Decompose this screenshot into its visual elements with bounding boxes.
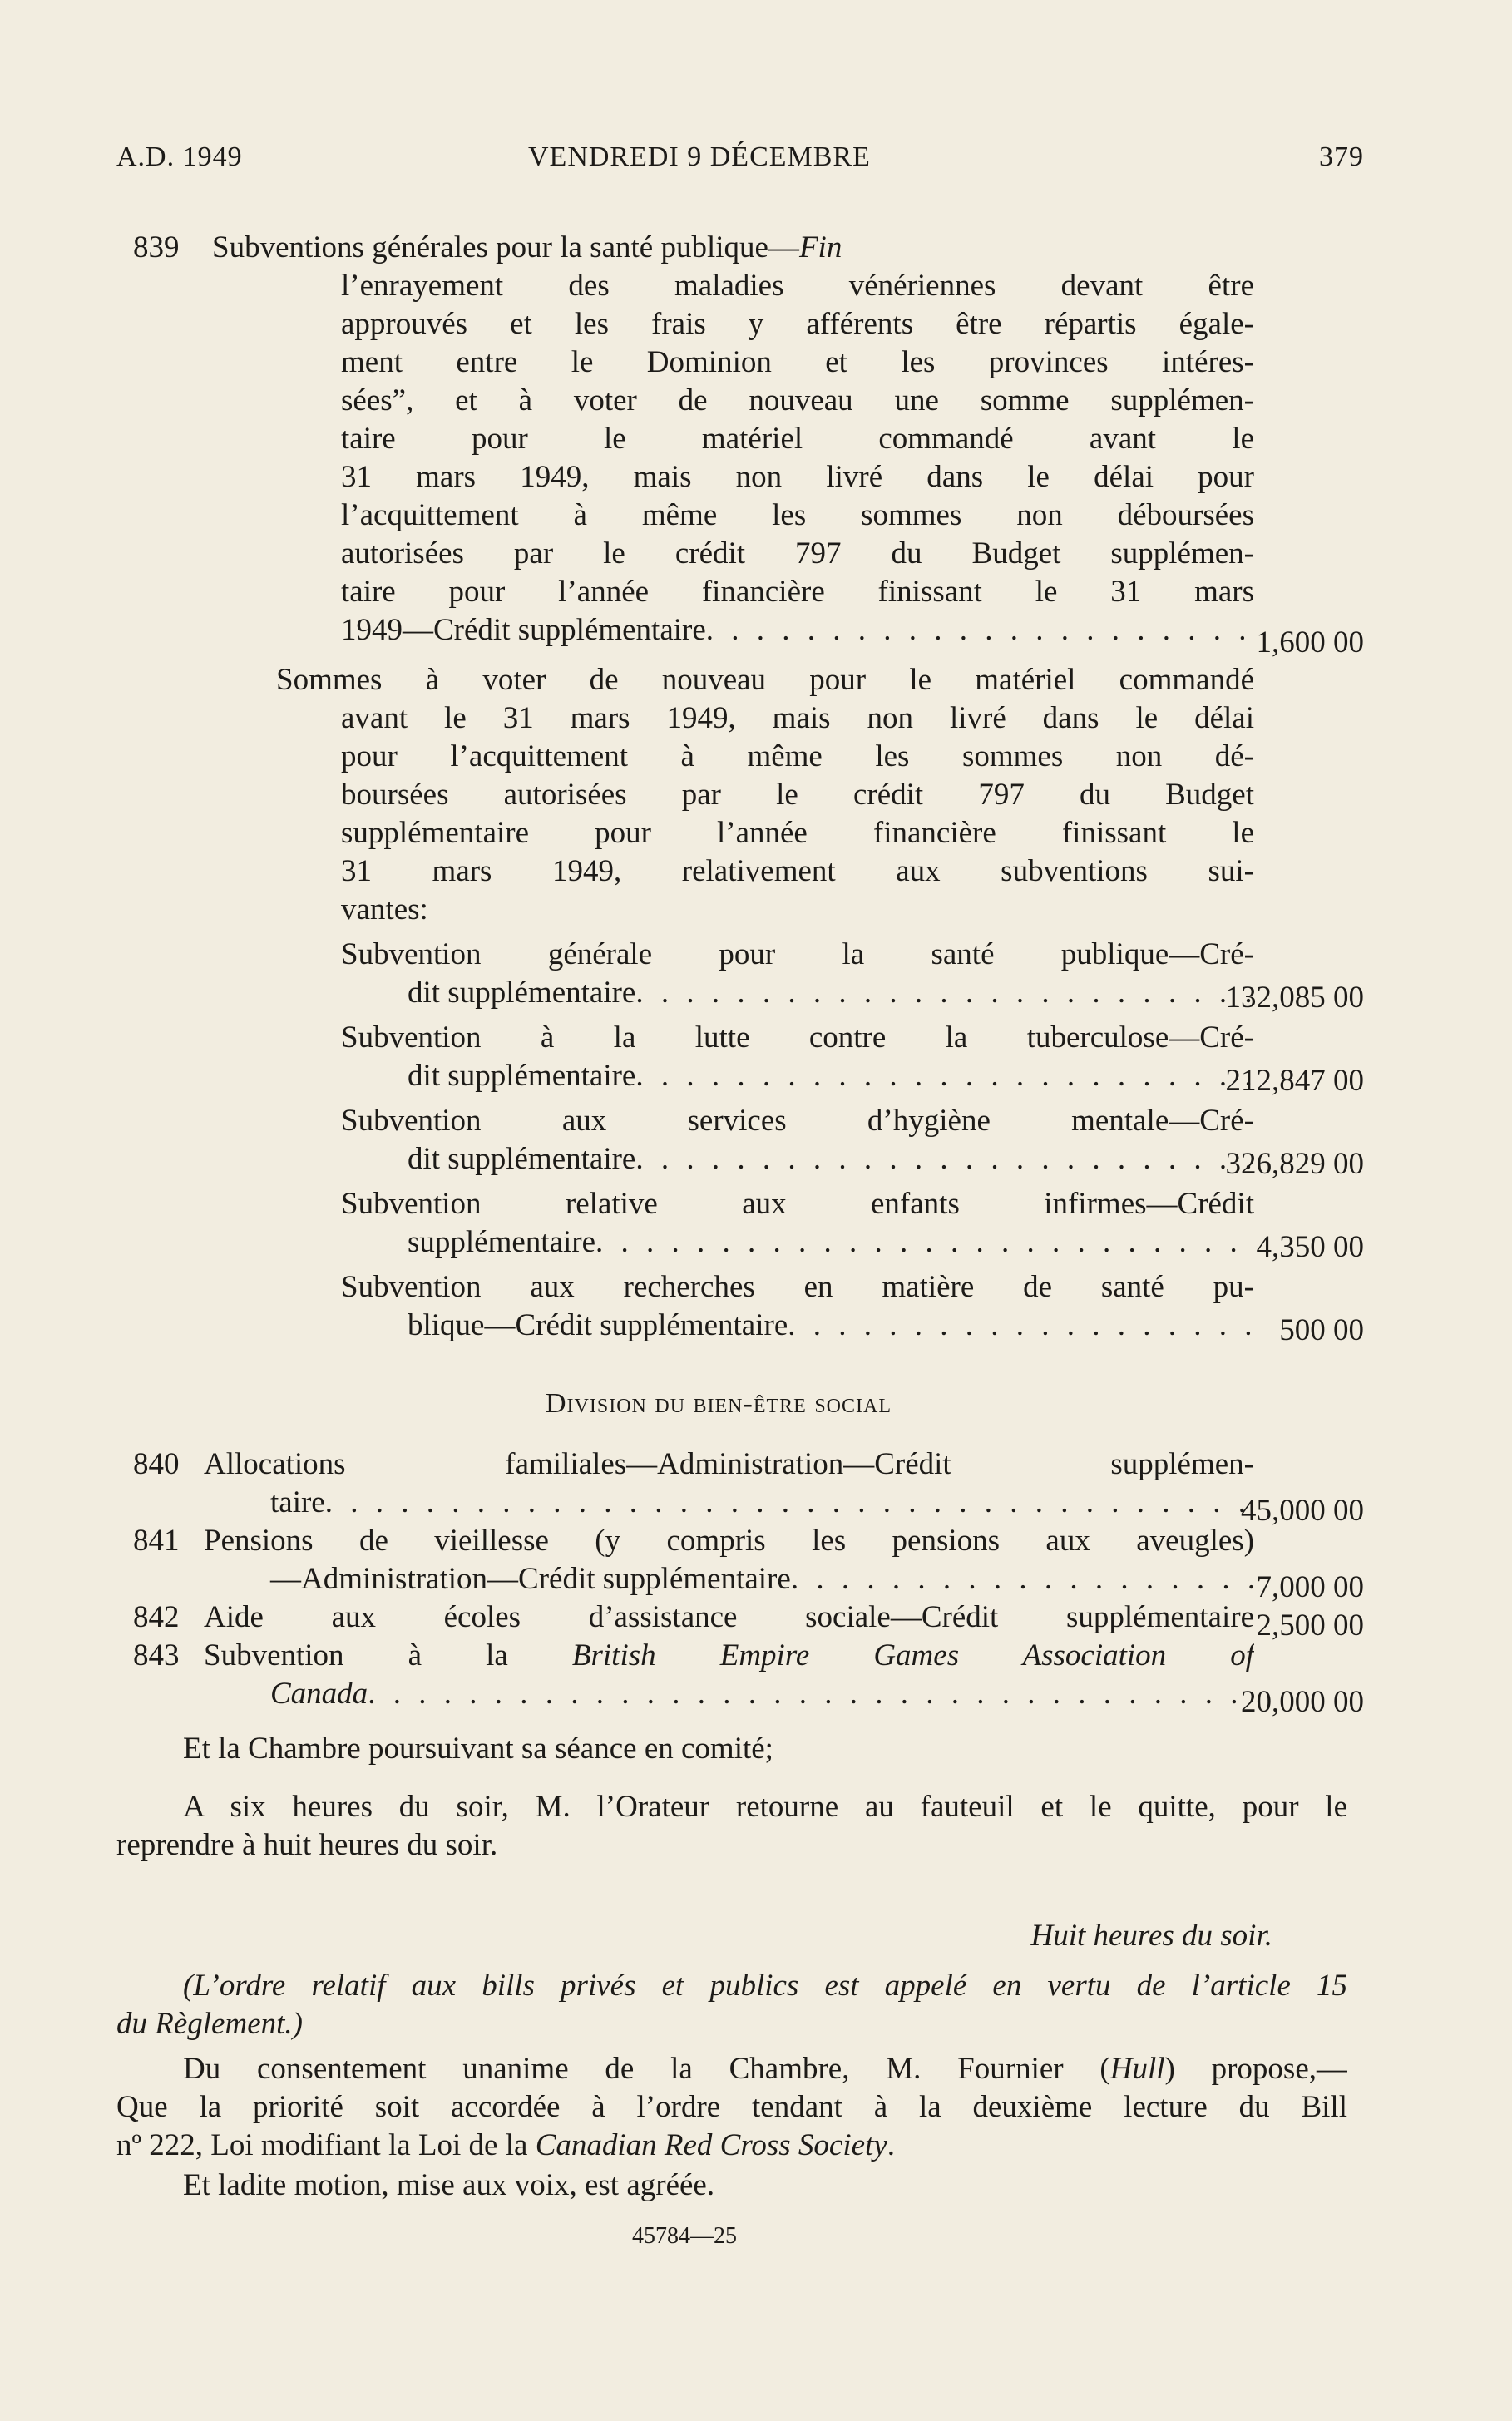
para-text: Et la Chambre poursuivant sa séance en comité; (183, 1732, 773, 1766)
sommes-first-line (276, 661, 1254, 699)
subvention-amount: 500 00 (1279, 1313, 1364, 1347)
body-line: Sommes à voter de nouveau pour le matériel commandé (276, 663, 1254, 697)
sub-line: Subvention à la lutte contre la tuberculose—Cré- (341, 1020, 1254, 1055)
para-italic: Canadian Red Cross Society (535, 2128, 887, 2162)
item-title (212, 229, 1127, 267)
item-line: Pensions de vieillesse (y compris les pensions aux aveugles) (204, 1524, 1254, 1558)
item-line-italic: British Empire Games Association of (571, 1638, 1254, 1672)
dot-leader (635, 1057, 1254, 1095)
title-text: Subventions générales pour la santé publique— (212, 230, 799, 264)
para-line: A six heures du soir, M. l’Orateur retourne au fauteuil et le quitte, pour le (183, 1790, 1347, 1824)
subvention-item (341, 1268, 1254, 1345)
body-line: vantes: (341, 892, 428, 926)
para-motion (183, 2167, 1347, 2205)
leader-text: taire (270, 1485, 325, 1519)
para-line: du Règlement.) (116, 2007, 303, 2041)
body-line: sées”, et à voter de nouveau une somme supplémen- (341, 383, 1254, 417)
item-number: 841 (133, 1524, 180, 1558)
subvention-item (341, 1019, 1254, 1095)
dot-leader (635, 1140, 1254, 1178)
body-line: 31 mars 1949, relativement aux subventions sui- (341, 854, 1254, 888)
para-italic: Hull (1109, 2052, 1165, 2086)
para-text: Et ladite motion, mise aux voix, est agréée. (183, 2168, 715, 2202)
para-line: nº 222, Loi modifiant la Loi de la (116, 2128, 536, 2162)
running-header (116, 138, 1364, 176)
dot-leader (788, 1307, 1254, 1345)
body-line: boursées autorisées par le crédit 797 du Budget (341, 778, 1254, 812)
item-line: Allocations familiales—Administration—Crédit supplémen- (204, 1447, 1254, 1481)
item-number: 840 (133, 1447, 180, 1481)
item-amount: 7,000 00 (1256, 1570, 1364, 1604)
para-line: (L’ordre relatif aux bills privés et publics est appelé en vertu de l’article 15 (183, 1969, 1347, 2003)
leader-text: dit supplémentaire (408, 1142, 636, 1176)
header-date: VENDREDI 9 DÉCEMBRE (528, 141, 871, 172)
para-line: Du consentement unanime de la Chambre, M. Fournier ( (183, 2052, 1110, 2086)
subvention-amount: 132,085 00 (1225, 981, 1364, 1015)
huit-heures-text: Huit heures du soir. (1030, 1919, 1272, 1953)
subvention-item (341, 1102, 1254, 1178)
item-840 (204, 1445, 1254, 1522)
item-number: 842 (133, 1600, 180, 1634)
body-line: l’enrayement des maladies vénériennes devant être (341, 269, 1254, 303)
item-number: 839 (133, 230, 180, 264)
dot-leader (706, 611, 1254, 650)
leader-text: —Administration—Crédit supplémentaire (270, 1562, 791, 1596)
body-line: avant le 31 mars 1949, mais non livré dans le délai (341, 701, 1254, 735)
dot-leader (325, 1484, 1254, 1522)
item-line: Subvention à la (204, 1638, 572, 1672)
leader-text: dit supplémentaire (408, 1059, 636, 1093)
item-line: Aide aux écoles d’assistance sociale—Crédit supplémentaire (204, 1600, 1254, 1634)
item-839-body (341, 267, 1254, 650)
division-heading (0, 1385, 1512, 1423)
item-amount: 1,600 00 (1256, 625, 1364, 660)
item-842 (204, 1598, 1254, 1637)
sub-line: Subvention relative aux enfants infirmes—Crédit (341, 1187, 1254, 1221)
item-number: 843 (133, 1638, 180, 1672)
subvention-amount: 4,350 00 (1256, 1230, 1364, 1264)
body-line: ment entre le Dominion et les provinces intéres- (341, 345, 1254, 379)
dot-leader (595, 1223, 1254, 1262)
division-title: Division du bien-être social (545, 1388, 892, 1419)
body-line: supplémentaire pour l’année financière finissant le (341, 816, 1254, 850)
dot-leader (368, 1675, 1254, 1713)
item-839 (133, 229, 1364, 661)
body-line: l’acquittement à même les sommes non déboursées (341, 498, 1254, 532)
leader-text: Canada (270, 1677, 368, 1711)
sommes-body (341, 699, 1254, 929)
body-line: approuvés et les frais y afférents être répartis égale- (341, 307, 1254, 341)
page-number: 379 (1319, 141, 1364, 172)
subvention-item (341, 936, 1254, 1012)
sub-line: Subvention générale pour la santé publique—Cré- (341, 937, 1254, 971)
item-841 (204, 1522, 1254, 1598)
item-843 (204, 1637, 1254, 1713)
huit-heures (1030, 1917, 1272, 1955)
body-line: autorisées par le crédit 797 du Budget supplémen- (341, 536, 1254, 571)
para-line: . (887, 2128, 895, 2162)
item-amount: 2,500 00 (1256, 1608, 1364, 1643)
header-year: A.D. 1949 (116, 141, 243, 172)
leader-text: supplémentaire (408, 1225, 596, 1259)
body-line: 31 mars 1949, mais non livré dans le délai pour (341, 460, 1254, 494)
subvention-amount: 326,829 00 (1225, 1147, 1364, 1181)
dot-leader (635, 974, 1254, 1012)
sub-line: Subvention aux services d’hygiène mentale—Cré- (341, 1104, 1254, 1138)
body-line: taire pour le matériel commandé avant le (341, 422, 1254, 456)
item-amount: 20,000 00 (1241, 1685, 1364, 1719)
sub-line: Subvention aux recherches en matière de santé pu- (341, 1270, 1254, 1304)
para-line: reprendre à huit heures du soir. (116, 1828, 498, 1862)
subvention-amount: 212,847 00 (1225, 1064, 1364, 1098)
leader-text: blique—Crédit supplémentaire (408, 1308, 788, 1342)
leader-text: dit supplémentaire (408, 976, 636, 1010)
items-840-843 (133, 1445, 1364, 1728)
body-line: taire pour l’année financière finissant le 31 mars (341, 575, 1254, 609)
leader-text: 1949—Crédit supplémentaire (341, 613, 706, 647)
para-ordre (116, 1967, 1347, 2043)
title-italic: Fin (798, 230, 842, 264)
sommes-block (133, 661, 1364, 1360)
footer-code: 45784—25 (632, 2223, 737, 2249)
para-consentement (116, 2050, 1347, 2165)
para-line: ) propose,— (1164, 2052, 1347, 2086)
para-comite (183, 1730, 1347, 1768)
body-line: pour l’acquittement à même les sommes non dé- (341, 739, 1254, 773)
para-line: Que la priorité soit accordée à l’ordre tendant à la deuxième lecture du Bill (116, 2090, 1347, 2124)
subvention-item (341, 1185, 1254, 1262)
para-six-heures (116, 1788, 1347, 1865)
item-amount: 45,000 00 (1241, 1494, 1364, 1528)
dot-leader (791, 1560, 1254, 1598)
